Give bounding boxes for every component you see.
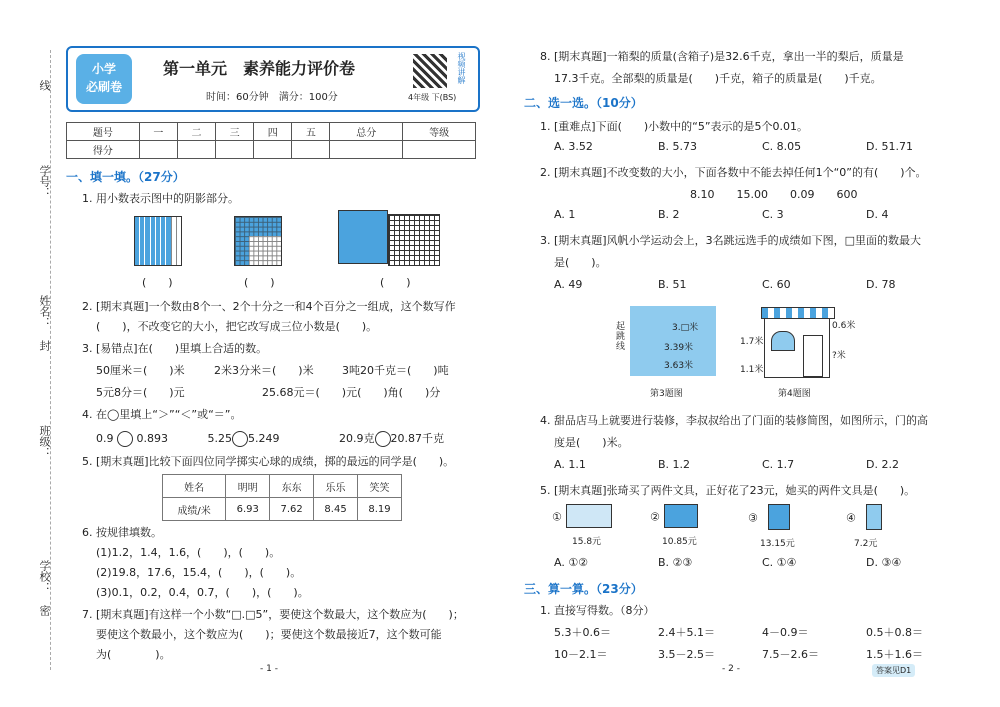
score-head: 等级 — [403, 123, 476, 141]
score-cell[interactable] — [254, 141, 292, 159]
option[interactable]: A. 49 — [554, 278, 583, 291]
q8-text: 8. [期末真题]一箱梨的质量(含箱子)是32.6千克，拿出一半的梨后，质量是 — [540, 50, 904, 63]
q5-text: 5. [期末真题]比较下面四位同学掷实心球的成绩，掷的最远的同学是( )。 — [82, 455, 455, 468]
c2-text: 2. [期末真题]不改变数的大小，下面各数中不能去掉任何1个“0”的有( )个。 — [540, 166, 927, 179]
item-number: ① — [552, 510, 562, 524]
table-cell: 笑笑 — [358, 475, 402, 498]
c3-text: 3. [期末真题]风帆小学运动会上，3名跳远选手的成绩如下图，□里面的数最大 — [540, 234, 921, 247]
q1-blank-b[interactable]: ( ) — [244, 276, 275, 289]
pen-holder-icon — [866, 504, 882, 530]
dim-label: ?米 — [832, 351, 846, 361]
q4-right: 20.87千克 — [390, 432, 444, 445]
item-price: 10.85元 — [662, 537, 697, 547]
option[interactable]: B. 2 — [658, 208, 680, 221]
q4-right: 0.893 — [136, 432, 168, 445]
option[interactable]: D. ③④ — [866, 556, 902, 569]
table-cell: 成绩/米 — [163, 498, 226, 521]
q3-item[interactable]: 50厘米＝( )米 — [96, 364, 185, 377]
option[interactable]: C. 60 — [762, 278, 791, 291]
page-number: - 1 - — [260, 664, 278, 674]
score-cell[interactable] — [177, 141, 215, 159]
score-head: 题号 — [67, 123, 140, 141]
dim-label: 1.1米 — [740, 365, 764, 375]
q3-text: 3. [易错点]在( )里填上合适的数。 — [82, 342, 268, 355]
logo: 小学 必刷卷 — [76, 54, 132, 104]
c4-text-cont: 度是( )米。 — [554, 436, 629, 449]
page-number: - 2 - — [722, 664, 740, 674]
side-seal: 封 — [38, 340, 51, 351]
calc-item[interactable]: 4－0.9＝ — [762, 626, 809, 639]
stationery-item — [748, 504, 795, 549]
calc-item[interactable]: 5.3＋0.6＝ — [554, 626, 611, 639]
q7-text-end: 为( )。 — [96, 648, 171, 661]
calc-item[interactable]: 7.5－2.6＝ — [762, 648, 819, 661]
fig4-caption: 第4题图 — [778, 389, 811, 399]
shop-front-figure — [764, 312, 830, 378]
item-number: ② — [650, 510, 660, 524]
option[interactable]: B. 1.2 — [658, 458, 691, 471]
table-cell: 东东 — [270, 475, 314, 498]
figure-square-full — [338, 210, 388, 264]
figure-grid-large — [388, 214, 440, 266]
section-2-title: 二、选一选。（10分） — [524, 96, 643, 110]
calc-item[interactable]: 0.5＋0.8＝ — [866, 626, 923, 639]
d1-text: 1. 直接写得数。（8分） — [540, 604, 655, 617]
c2-numbers: 8.10 15.00 0.09 600 — [690, 188, 858, 201]
side-id: 学号： — [38, 165, 51, 198]
header-box — [66, 46, 480, 112]
compare-circle[interactable] — [232, 431, 248, 447]
score-row-label: 得分 — [67, 141, 140, 159]
option[interactable]: A. 1 — [554, 208, 576, 221]
page-title: 第一单元 素养能力评价卷 — [163, 59, 356, 78]
calc-item[interactable]: 1.5＋1.6＝ — [866, 648, 923, 661]
table-cell: 姓名 — [163, 475, 226, 498]
score-head: 五 — [292, 123, 330, 141]
option[interactable]: A. 1.1 — [554, 458, 586, 471]
option[interactable]: C. 1.7 — [762, 458, 795, 471]
option[interactable]: A. 3.52 — [554, 140, 593, 153]
sharpener-icon — [768, 504, 790, 530]
side-seal2: 密 — [38, 605, 51, 616]
option[interactable]: D. 2.2 — [866, 458, 899, 471]
qr-tag: 视频讲解 — [457, 52, 466, 84]
section-3-title: 三、算一算。（23分） — [524, 582, 643, 596]
score-cell[interactable] — [403, 141, 476, 159]
side-name: 姓名： — [38, 295, 51, 328]
table-cell: 8.19 — [358, 498, 402, 521]
score-head: 四 — [254, 123, 292, 141]
stationery-item — [552, 504, 612, 547]
c5-text: 5. [期末真题]张琦买了两件文具，正好花了23元，她买的两件文具是( )。 — [540, 484, 916, 497]
jump-value: 3.□米 — [672, 323, 699, 333]
q3-item[interactable]: 2米3分米＝( )米 — [214, 364, 314, 377]
c1-text: 1. [重难点]下面( )小数中的“5”表示的是5个0.01。 — [540, 120, 809, 133]
table-cell: 6.93 — [226, 498, 270, 521]
side-line: 线 — [38, 80, 51, 91]
compare-circle[interactable] — [375, 431, 391, 447]
item-price: 13.15元 — [760, 539, 795, 549]
q6-item[interactable]: (3)0.1，0.2，0.4，0.7，( )，( )。 — [96, 586, 309, 599]
grade: 4年级 下(BS) — [408, 93, 457, 102]
option[interactable]: B. 5.73 — [658, 140, 698, 153]
score-cell[interactable] — [330, 141, 403, 159]
q5-table — [162, 474, 402, 521]
table-cell: 乐乐 — [314, 475, 358, 498]
figure-grid-small — [234, 216, 282, 266]
calc-item[interactable]: 2.4＋5.1＝ — [658, 626, 715, 639]
jump-value: 3.63米 — [664, 361, 694, 371]
score-head: 二 — [177, 123, 215, 141]
q4-left: 20.9克 — [339, 432, 375, 445]
option[interactable]: B. ②③ — [658, 556, 693, 569]
item-price: 15.8元 — [572, 537, 602, 547]
score-cell[interactable] — [292, 141, 330, 159]
jump-value: 3.39米 — [664, 343, 694, 353]
side-class: 班级： — [38, 425, 51, 458]
q1-blank-c[interactable]: ( ) — [380, 276, 411, 289]
calc-item[interactable]: 10－2.1＝ — [554, 648, 608, 661]
figure-strips — [134, 216, 182, 266]
score-cell[interactable] — [139, 141, 177, 159]
q6-item[interactable]: (1)1.2，1.4，1.6，( )，( )。 — [96, 546, 281, 559]
option[interactable]: C. 8.05 — [762, 140, 802, 153]
qr-code-icon — [413, 54, 447, 88]
q6-item[interactable]: (2)19.8，17.6，15.4，( )，( )。 — [96, 566, 302, 579]
q4-right: 5.249 — [248, 432, 280, 445]
option[interactable]: C. ①④ — [762, 556, 797, 569]
option[interactable]: A. ①② — [554, 556, 589, 569]
stationery-item — [650, 504, 698, 547]
q3-item[interactable]: 25.68元＝( )元( )角( )分 — [262, 386, 441, 399]
subtitle: 时间：60分钟 满分：100分 — [206, 92, 338, 103]
c3-text-cont: 是( )。 — [554, 256, 607, 269]
q7-text: 7. [期末真题]有这样一个小数“□.□5”，要使这个数最大，这个数应为( )； — [82, 608, 464, 621]
score-head: 总分 — [330, 123, 403, 141]
compare-circle[interactable] — [117, 431, 133, 447]
long-jump-figure — [630, 306, 716, 376]
section-1-title: 一、填一填。（27分） — [66, 170, 185, 184]
option[interactable]: B. 51 — [658, 278, 687, 291]
q6-text: 6. 按规律填数。 — [82, 526, 162, 539]
q7-text-cont: 要使这个数最小，这个数应为( )；要使这个数最接近7，这个数可能 — [96, 628, 442, 641]
table-cell: 8.45 — [314, 498, 358, 521]
option[interactable]: D. 78 — [866, 278, 896, 291]
item-number: ③ — [748, 511, 758, 525]
pencil-case-icon — [566, 504, 612, 528]
item-number: ④ — [846, 511, 856, 525]
fig3-caption: 第3题图 — [650, 389, 683, 399]
bag-icon — [664, 504, 698, 528]
q8-text-cont: 17.3千克。全部梨的质量是( )千克，箱子的质量是( )千克。 — [554, 72, 882, 85]
c4-text: 4. 甜品店马上就要进行装修，李叔叔给出了门面的装修简图，如图所示，门的高 — [540, 414, 928, 427]
q4-left: 0.9 — [96, 432, 114, 445]
q3-item[interactable]: 3吨20千克＝( )吨 — [342, 364, 449, 377]
option[interactable]: D. 51.71 — [866, 140, 913, 153]
table-cell: 明明 — [226, 475, 270, 498]
answer-tag: 答案见D1 — [872, 664, 915, 677]
option[interactable]: C. 3 — [762, 208, 784, 221]
calc-item[interactable]: 3.5－2.5＝ — [658, 648, 715, 661]
q2-text: 2. [期末真题]一个数由8个一、2个十分之一和4个百分之一组成，这个数写作 — [82, 300, 456, 313]
q4-text: 4. 在◯里填上“＞”“＜”或“＝”。 — [82, 408, 242, 421]
q4-row — [96, 430, 444, 447]
score-table — [66, 122, 476, 159]
score-head: 三 — [216, 123, 254, 141]
stationery-item — [846, 504, 882, 549]
item-price: 7.2元 — [854, 539, 878, 549]
q1-text: 1. 用小数表示图中的阴影部分。 — [82, 192, 239, 205]
score-cell[interactable] — [216, 141, 254, 159]
takeoff-label: 起跳线 — [616, 322, 626, 352]
q1-blank-a[interactable]: ( ) — [142, 276, 173, 289]
score-head: 一 — [139, 123, 177, 141]
q4-left: 5.25 — [207, 432, 232, 445]
dim-label: 0.6米 — [832, 321, 856, 331]
dim-label: 1.7米 — [740, 337, 764, 347]
side-school: 学校： — [38, 560, 51, 593]
option[interactable]: D. 4 — [866, 208, 889, 221]
q3-item[interactable]: 5元8分＝( )元 — [96, 386, 185, 399]
table-cell: 7.62 — [270, 498, 314, 521]
q2-text-cont: ( )，不改变它的大小，把它改写成三位小数是( )。 — [96, 320, 378, 333]
